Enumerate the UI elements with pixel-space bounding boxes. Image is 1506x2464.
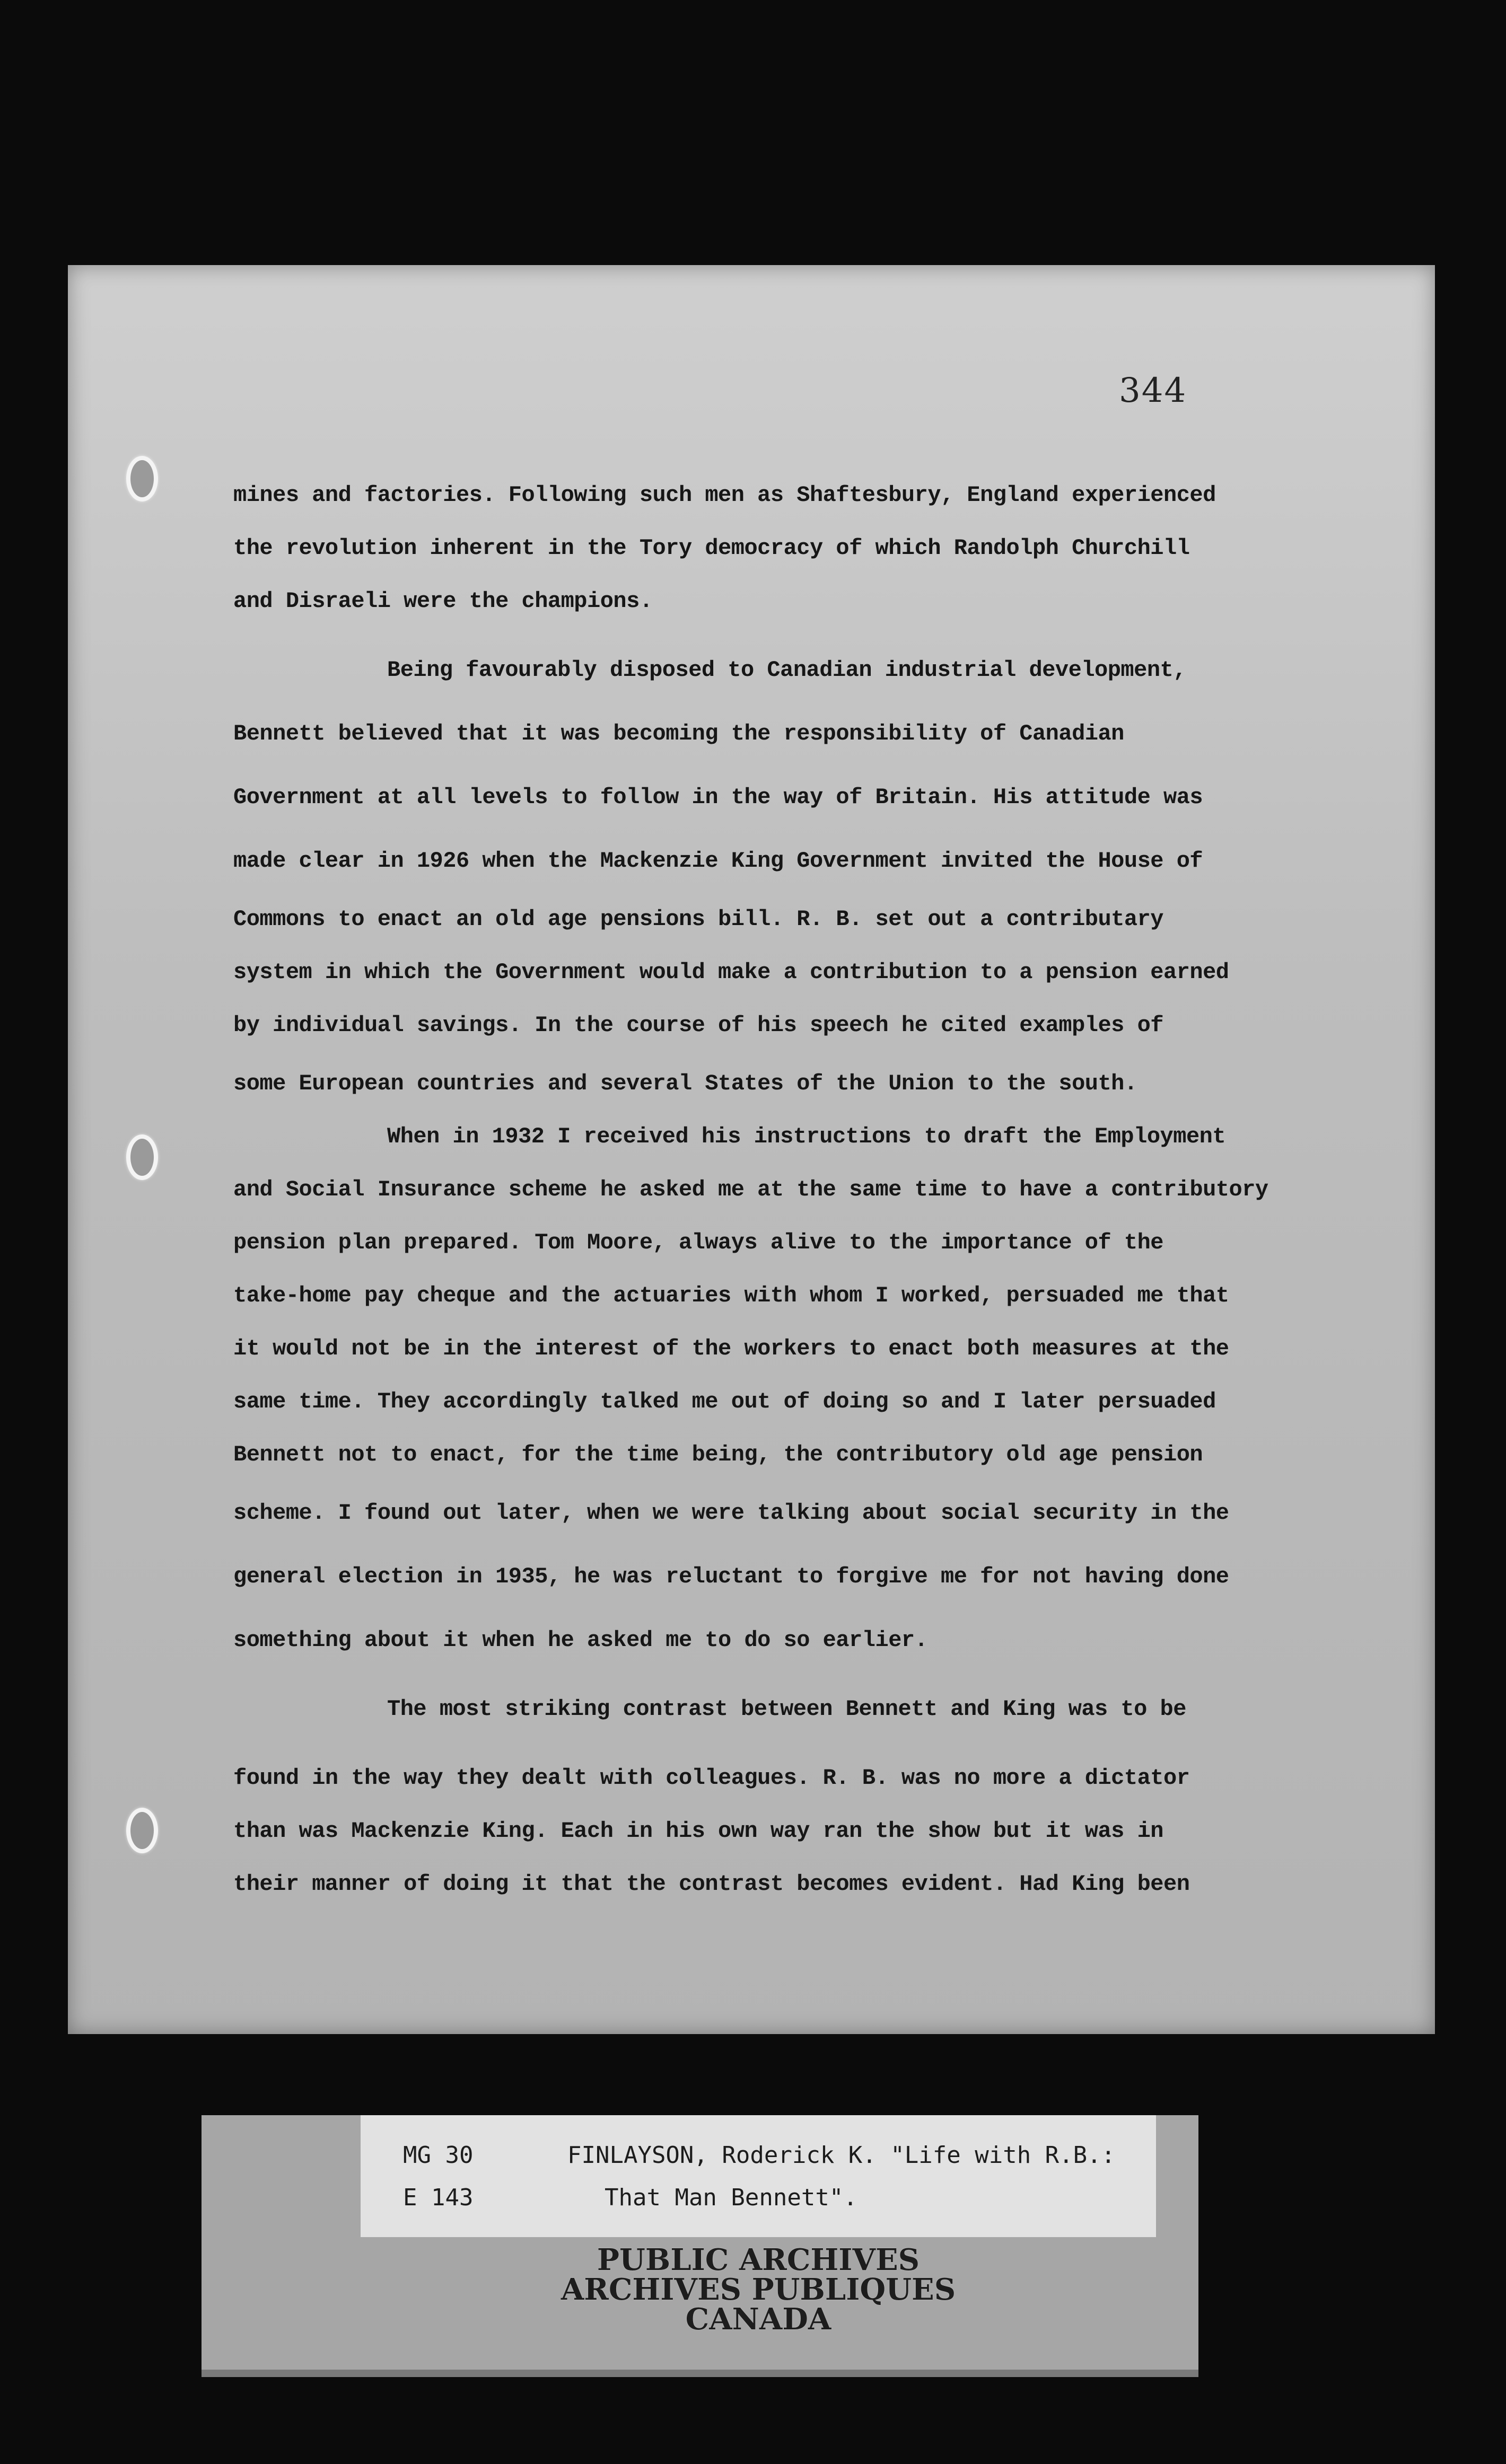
text-line: pension plan prepared. Tom Moore, always alive to the importance of the: [233, 1230, 1163, 1255]
text-line: When in 1932 I received his instructions to draft the Employment: [387, 1124, 1226, 1149]
archive-citation-card: [361, 2115, 1156, 2237]
text-line: general election in 1935, he was reluctant to forgive me for not having done: [233, 1564, 1229, 1589]
text-line: Commons to enact an old age pensions bill. R. B. set out a contributary: [233, 907, 1163, 932]
text-line: than was Mackenzie King. Each in his own way ran the show but it was in: [233, 1818, 1163, 1844]
text-line: same time. They accordingly talked me out of doing so and I later persuaded: [233, 1389, 1216, 1414]
stamp-line-3: CANADA: [685, 2302, 831, 2337]
text-line: it would not be in the interest of the workers to enact both measures at the: [233, 1336, 1229, 1361]
text-line: and Disraeli were the champions.: [233, 588, 653, 614]
stamp-line-1: PUBLIC ARCHIVES: [597, 2242, 920, 2277]
text-line: found in the way they dealt with colleagues. R. B. was no more a dictator: [233, 1765, 1190, 1791]
archives-stamp: [361, 2242, 1156, 2337]
punch-hole-bottom: [126, 1808, 158, 1853]
text-line: and Social Insurance scheme he asked me at the same time to have a contributory: [233, 1177, 1268, 1202]
text-line: made clear in 1926 when the Mackenzie King Government invited the House of: [233, 848, 1203, 874]
text-line: their manner of doing it that the contrast becomes evident. Had King been: [233, 1871, 1190, 1897]
series-code: E 143: [403, 2184, 474, 2211]
text-line: Bennett believed that it was becoming the responsibility of Canadian: [233, 721, 1124, 746]
text-line: some European countries and several States of the Union to the south.: [233, 1071, 1137, 1096]
text-line: the revolution inherent in the Tory democracy of which Randolph Churchill: [233, 535, 1190, 561]
text-line: by individual savings. In the course of his speech he cited examples of: [233, 1013, 1163, 1038]
text-line: something about it when he asked me to do so earlier.: [233, 1627, 928, 1653]
text-line: system in which the Government would make a contribution to a pension earned: [233, 960, 1229, 985]
stamp-line-2: ARCHIVES PUBLIQUES: [561, 2272, 956, 2307]
citation-line-2: That Man Bennett".: [605, 2184, 857, 2211]
text-line: take-home pay cheque and the actuaries with whom I worked, persuaded me that: [233, 1283, 1229, 1308]
page-number: 344: [1119, 371, 1187, 410]
citation-line-1: FINLAYSON, Roderick K. "Life with R.B.:: [567, 2142, 1116, 2169]
punch-hole-middle: [126, 1134, 158, 1180]
archive-label-edge: [202, 2370, 1198, 2377]
text-line: Being favourably disposed to Canadian industrial development,: [387, 657, 1186, 683]
text-line: mines and factories. Following such men as Shaftesbury, England experienced: [233, 482, 1216, 508]
text-line: Bennett not to enact, for the time being, the contributory old age pension: [233, 1442, 1203, 1467]
punch-hole-top: [126, 456, 158, 501]
text-line: Government at all levels to follow in the way of Britain. His attitude was: [233, 785, 1203, 810]
text-line: scheme. I found out later, when we were talking about social security in the: [233, 1500, 1229, 1526]
text-line: The most striking contrast between Bennett and King was to be: [387, 1696, 1186, 1722]
collection-code: MG 30: [403, 2142, 474, 2169]
